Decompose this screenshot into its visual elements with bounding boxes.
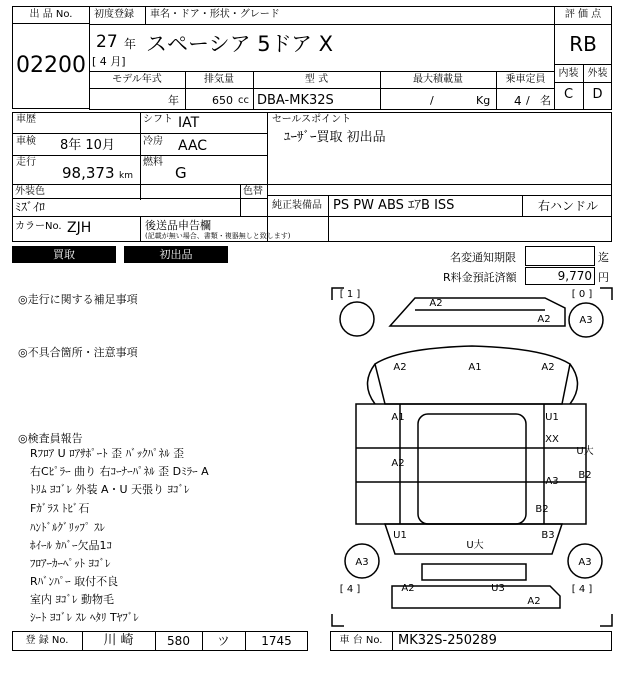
- steering: 右ハンドル: [538, 199, 599, 213]
- mark-3: A3: [579, 315, 593, 326]
- car-name: スペーシア 5ドア X: [146, 32, 334, 56]
- car-damage-diagram: [330, 286, 614, 628]
- max-load-label: 最大積載量: [413, 74, 463, 85]
- mark-19: A3: [578, 557, 592, 568]
- ext-color-label: 外装色: [15, 186, 45, 197]
- score-label: 評 価 点: [564, 9, 602, 20]
- inspector-line-2: 右Cﾋﾟﾗｰ 曲り 右ｺｰﾅｰﾊﾟﾈﾙ 歪 Dﾐﾗｰ A: [30, 465, 209, 478]
- capacity-unit: 名: [540, 94, 551, 107]
- mark-21: U3: [491, 583, 505, 594]
- driving-notes-label: ◎走行に関する補足事項: [18, 293, 138, 306]
- shift-label: シフト: [143, 114, 173, 125]
- mark-18: A3: [355, 557, 369, 568]
- after-doc-note: (記載が無い場合、書類・複器無しと致します): [145, 232, 291, 240]
- mileage-value: 98,373: [62, 164, 115, 182]
- inspector-line-3: ﾄﾘﾑ ﾖｺﾞﾚ 外装 A・U 天張り ﾖｺﾞﾚ: [30, 483, 190, 496]
- name-change-label: 名変通知期限: [450, 251, 516, 264]
- score: RB: [569, 32, 597, 56]
- chassis-no: MK32S-250289: [398, 633, 497, 648]
- inspector-line-1: Rﾌﾛｱ U ﾛｱｻﾎﾟｰﾄ 歪 ﾊﾞｯｸﾊﾟﾈﾙ 歪: [30, 447, 185, 460]
- tag-first-listing: 初出品: [124, 246, 228, 263]
- reg-kana: ツ: [217, 634, 230, 648]
- mark-17: B3: [541, 530, 555, 541]
- inspector-label: ◎検査員報告: [18, 432, 83, 445]
- max-load-unit: Kg: [476, 94, 491, 107]
- lot-no: 02200: [16, 53, 86, 78]
- capacity: 4: [514, 94, 522, 108]
- mark-11: A2: [391, 458, 405, 469]
- recycle-amount: 9,770: [557, 269, 592, 283]
- mark-14: B2: [535, 504, 549, 515]
- first-reg-month: [ 4 月]: [92, 55, 126, 68]
- mark-5: A1: [468, 362, 482, 373]
- inspector-line-10: ｼｰﾄ ﾖｺﾞﾚ ｽﾚ ﾍﾀﾘ Tﾔﾌﾞﾚ: [30, 611, 139, 624]
- inspector-line-4: Fｶﾞﾗｽ ﾄﾋﾞ石: [30, 502, 90, 515]
- inspector-line-8: Rﾊﾞﾝﾊﾟｰ 取付不良: [30, 575, 119, 588]
- ext-color: ﾐｽﾞｲﾛ: [15, 200, 46, 214]
- inspection-label: 車検: [16, 136, 36, 147]
- reg-number: 1745: [261, 634, 292, 648]
- recycle-label: R料金預託済額: [443, 271, 517, 284]
- mileage-label: 走行: [16, 157, 36, 168]
- fuel-label: 燃料: [143, 157, 163, 168]
- ac-value: AAC: [178, 138, 208, 154]
- name-change-box: [525, 246, 595, 266]
- equipment-label: 純正装備品: [272, 200, 322, 211]
- mark-12: A3: [545, 476, 559, 487]
- mark-4: A2: [393, 362, 407, 373]
- lot-no-label: 出 品 No.: [29, 9, 73, 20]
- sales-point: ﾕｰｻﾞｰ買取 初出品: [284, 130, 386, 145]
- corner-br-count: [ 4 ]: [571, 584, 593, 595]
- first-reg-year: 27: [96, 32, 118, 52]
- corner-bl-count: [ 4 ]: [339, 584, 361, 595]
- mark-7: A1: [391, 412, 405, 423]
- fuel-value: G: [175, 164, 187, 182]
- repaint-label: 色替: [243, 186, 263, 197]
- inspector-line-6: ﾎｲｰﾙ ｶﾊﾞｰ欠品1ｺ: [30, 539, 112, 552]
- capacity-label: 乗車定員: [505, 74, 546, 85]
- first-reg-year-unit: 年: [124, 37, 137, 51]
- mark-2: A2: [537, 314, 551, 325]
- mark-10: U大: [576, 446, 594, 457]
- history-label: 車歴: [16, 114, 36, 125]
- sales-point-label: セールスポイント: [272, 114, 352, 125]
- type-code: DBA-MK32S: [257, 93, 334, 108]
- model-year-unit: 年: [168, 94, 179, 107]
- max-load-sep: /: [430, 94, 434, 107]
- chassis-label: 車 台 No.: [339, 635, 383, 646]
- recycle-unit: 円: [598, 271, 609, 284]
- first-reg-label: 初度登録: [94, 9, 134, 20]
- inspector-line-7: ﾌﾛｱｰｶｰﾍﾟｯﾄ ﾖｺﾞﾚ: [30, 557, 111, 570]
- mark-6: A2: [541, 362, 555, 373]
- mark-22: A2: [527, 596, 541, 607]
- mark-1: A2: [429, 298, 443, 309]
- interior-grade: C: [563, 87, 574, 102]
- exterior-grade: D: [592, 87, 603, 102]
- capacity-sep: /: [526, 94, 530, 107]
- displacement-unit: cc: [238, 95, 249, 106]
- corner-tr-count: [ 0 ]: [571, 289, 593, 300]
- displacement-label: 排気量: [204, 74, 234, 85]
- corner-tl-count: [ 1 ]: [339, 289, 361, 300]
- mileage-unit: km: [119, 171, 133, 181]
- car-name-label: 車名・ドア・形状・グレード: [150, 9, 280, 20]
- interior-label: 内装: [558, 68, 579, 79]
- equipment: PS PW ABS ｴｱB ISS: [333, 198, 455, 213]
- reg-area: 川 崎: [103, 633, 134, 648]
- tag-buy: 買取: [12, 246, 116, 263]
- type-label: 型 式: [304, 74, 329, 85]
- mark-13: B2: [578, 470, 592, 481]
- shift-value: IAT: [178, 115, 200, 131]
- defects-label: ◎不具合箇所・注意事項: [18, 346, 138, 359]
- inspector-line-9: 室内 ﾖｺﾞﾚ 動物毛: [30, 593, 114, 606]
- mark-8: U1: [545, 412, 559, 423]
- inspector-line-5: ﾊﾝﾄﾞﾙｸﾞﾘｯﾌﾟ ｽﾚ: [30, 521, 105, 534]
- mark-20: A2: [401, 583, 415, 594]
- ac-label: 冷房: [143, 136, 163, 147]
- color-no: ZJH: [67, 220, 92, 236]
- mark-16: U大: [466, 540, 484, 551]
- displacement: 650: [212, 94, 233, 107]
- inspection-value: 8年 10月: [60, 138, 115, 153]
- name-change-unit: 迄: [598, 251, 609, 264]
- mark-9: XX: [545, 434, 559, 445]
- exterior-label: 外装: [587, 68, 608, 79]
- model-year-label: モデル年式: [112, 74, 162, 85]
- mark-15: U1: [393, 530, 407, 541]
- color-no-label: カラーNo.: [15, 221, 62, 232]
- reg-no-label: 登 録 No.: [25, 635, 69, 646]
- reg-class: 580: [167, 634, 190, 648]
- after-doc-label: 後送品申告欄: [145, 219, 211, 232]
